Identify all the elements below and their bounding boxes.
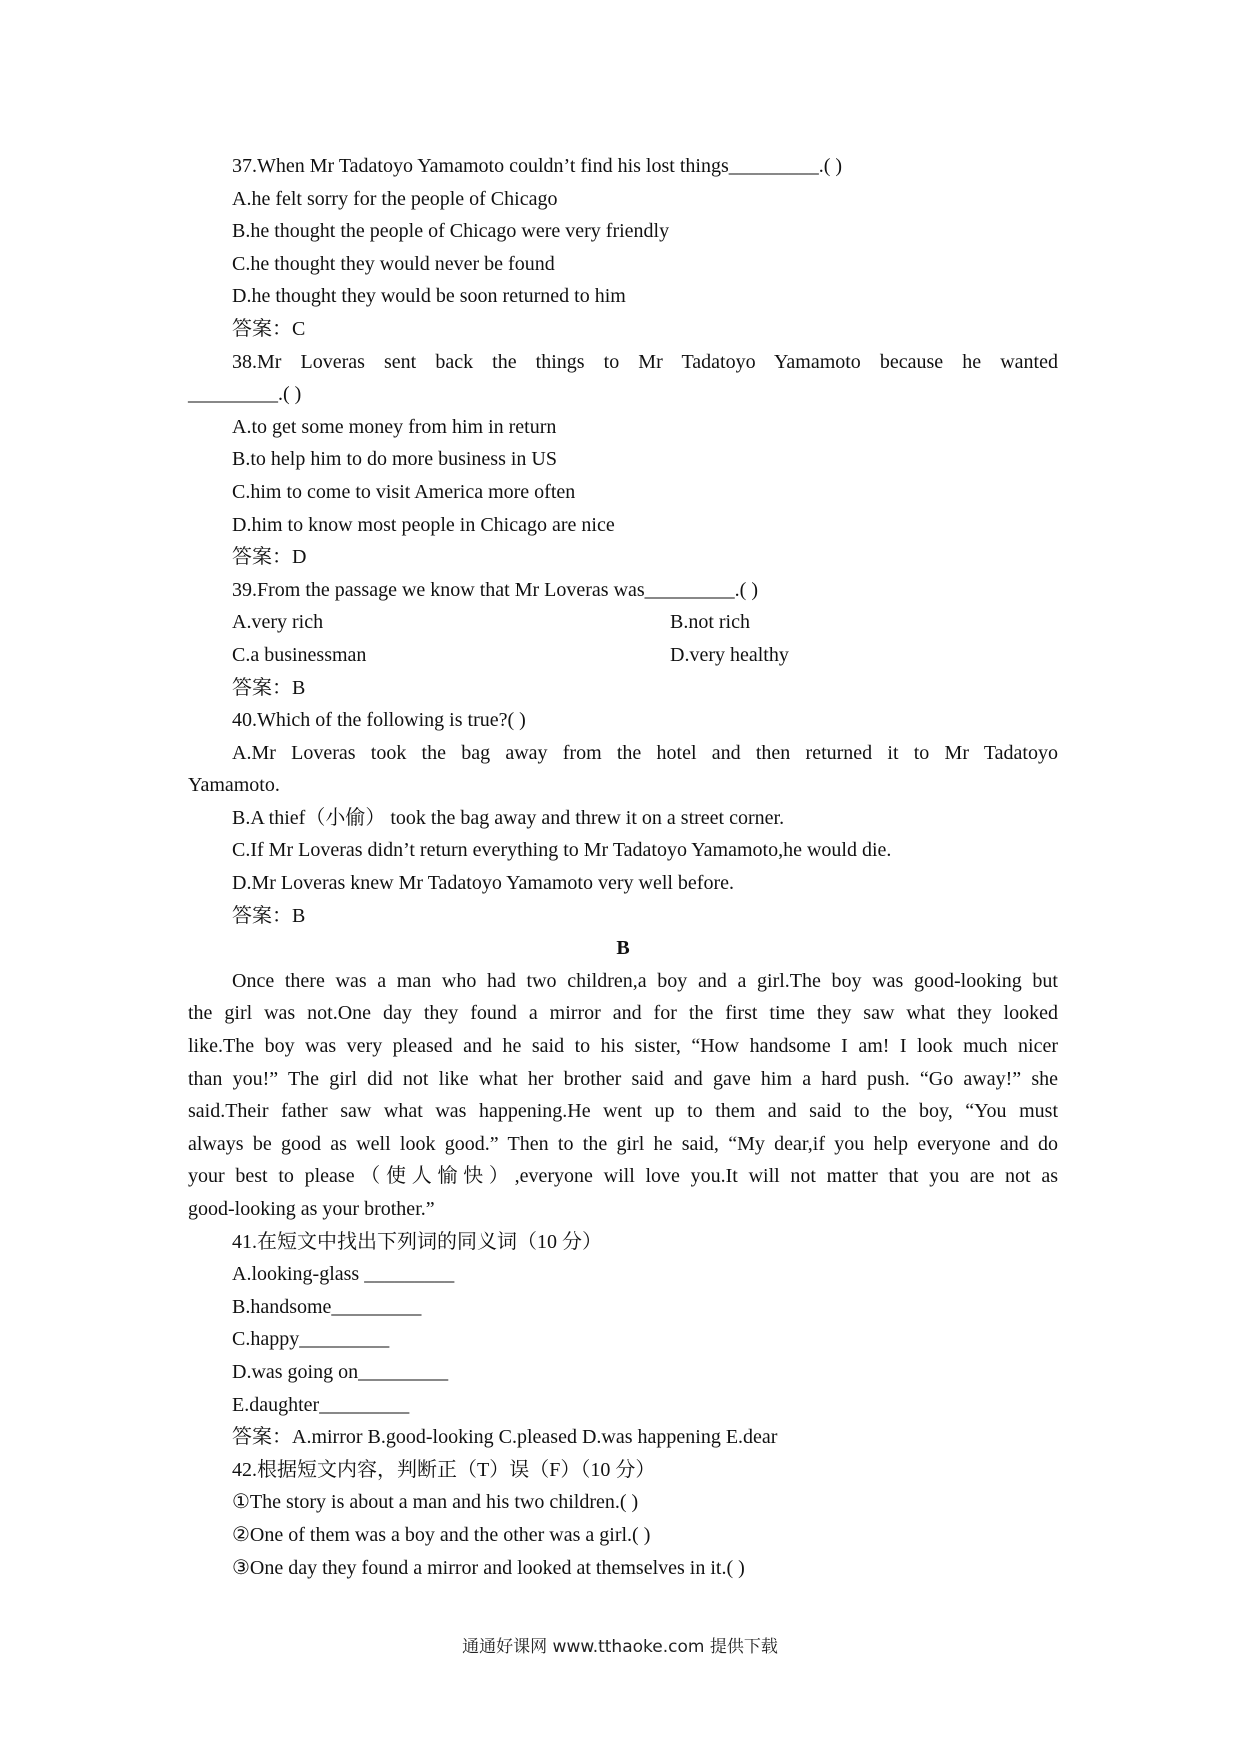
option-a: A.Mr Loveras took the bag away from the hotel and then returned it to Mr Tadatoyo [232,741,1058,764]
option-d: D.he thought they would be soon returned to him [232,285,626,308]
statement-2: ②One of them was a boy and the other was a girl.( ) [232,1523,651,1546]
question-39 [188,574,1058,704]
option-row [188,639,1058,672]
question-stem: 38.Mr Loveras sent back the things to Mr Tadatoyo Yamamoto because he wanted [232,350,1058,373]
passage-line: good-looking as your brother.” [188,1198,435,1220]
statement-3: ③One day they found a mirror and looked at themselves in it.( ) [232,1556,745,1579]
item-c: C.happy_________ [232,1328,390,1351]
question-41 [188,1226,1058,1454]
answer: 答案：B [232,676,306,699]
answer: 答案：B [232,904,306,927]
answer: 答案：D [232,546,307,569]
question-stem: 40.Which of the following is true?( ) [232,709,526,732]
statement-1: ①The story is about a man and his two children.( ) [232,1491,639,1514]
option-d: D.him to know most people in Chicago are nice [232,513,615,536]
option-c: C.him to come to visit America more often [232,480,576,503]
reading-passage [188,965,1058,1226]
item-d: D.was going on_________ [232,1360,449,1383]
item-a: A.looking-glass _________ [232,1263,455,1286]
question-stem: 42.根据短文内容，判断正（T）误（F）（10 分） [232,1458,656,1481]
option-b: B.not rich [670,611,750,634]
answer: 答案：C [232,317,306,340]
item-e: E.daughter_________ [232,1393,410,1416]
option-d: D.very healthy [670,643,789,666]
option-b: B.he thought the people of Chicago were very friendly [232,220,670,243]
option-d: D.Mr Loveras knew Mr Tadatoyo Yamamoto very well before. [232,872,735,895]
option-b: B.to help him to do more business in US [232,448,557,471]
option-a: A.very rich [232,611,324,634]
option-row [188,606,1058,639]
passage-line: Once there was a man who had two children,a boy and a girl.The boy was good-looking but [232,969,1058,992]
option-c: C.he thought they would never be found [232,252,555,275]
question-stem-continued: _________.( ) [188,383,302,406]
passage-line: the girl was not.One day they found a mirror and for the first time they saw what they looked [188,1002,1058,1025]
question-40 [188,704,1058,932]
passage-line: your best to please（使人愉快）,everyone will love you.It will not matter that you are not as [188,1165,1058,1188]
option-c: C.If Mr Loveras didn’t return everything to Mr Tadatoyo Yamamoto,he would die. [232,839,892,862]
passage-line: always be good as well look good.” Then to the girl he said, “My dear,if you help everyone and do [188,1132,1058,1155]
question-42 [188,1454,1058,1584]
page-footer: 通通好课网 www.tthaoke.com 提供下载 [462,1637,778,1657]
option-a-continued: Yamamoto. [188,774,280,797]
option-a: A.to get some money from him in return [232,415,557,438]
passage-line: like.The boy was very pleased and he said to his sister, “How handsome I am! I look much nicer [188,1035,1058,1058]
option-b: B.A thief（小偷） took the bag away and threw it on a street corner. [232,806,785,829]
item-b: B.handsome_________ [232,1295,422,1318]
option-c: C.a businessman [232,643,367,666]
passage-line: than you!” The girl did not like what her brother said and gave him a hard push. “Go away!” she [188,1067,1058,1090]
answer: 答案：A.mirror B.good-looking C.pleased D.was happening E.dear [232,1426,778,1449]
passage-line: said.Their father saw what was happening.He went up to them and said to the boy, “You must [188,1100,1058,1123]
question-stem: 41.在短文中找出下列词的同义词（10 分） [232,1230,602,1253]
question-38 [188,346,1058,574]
question-stem: 37.When Mr Tadatoyo Yamamoto couldn’t find his lost things_________.( ) [232,155,843,177]
section-title: B [616,937,630,960]
document-body [188,150,1058,1584]
question-stem: 39.From the passage we know that Mr Loveras was_________.( ) [232,578,759,601]
question-37 [188,150,1058,346]
option-a: A.he felt sorry for the people of Chicago [232,187,558,210]
